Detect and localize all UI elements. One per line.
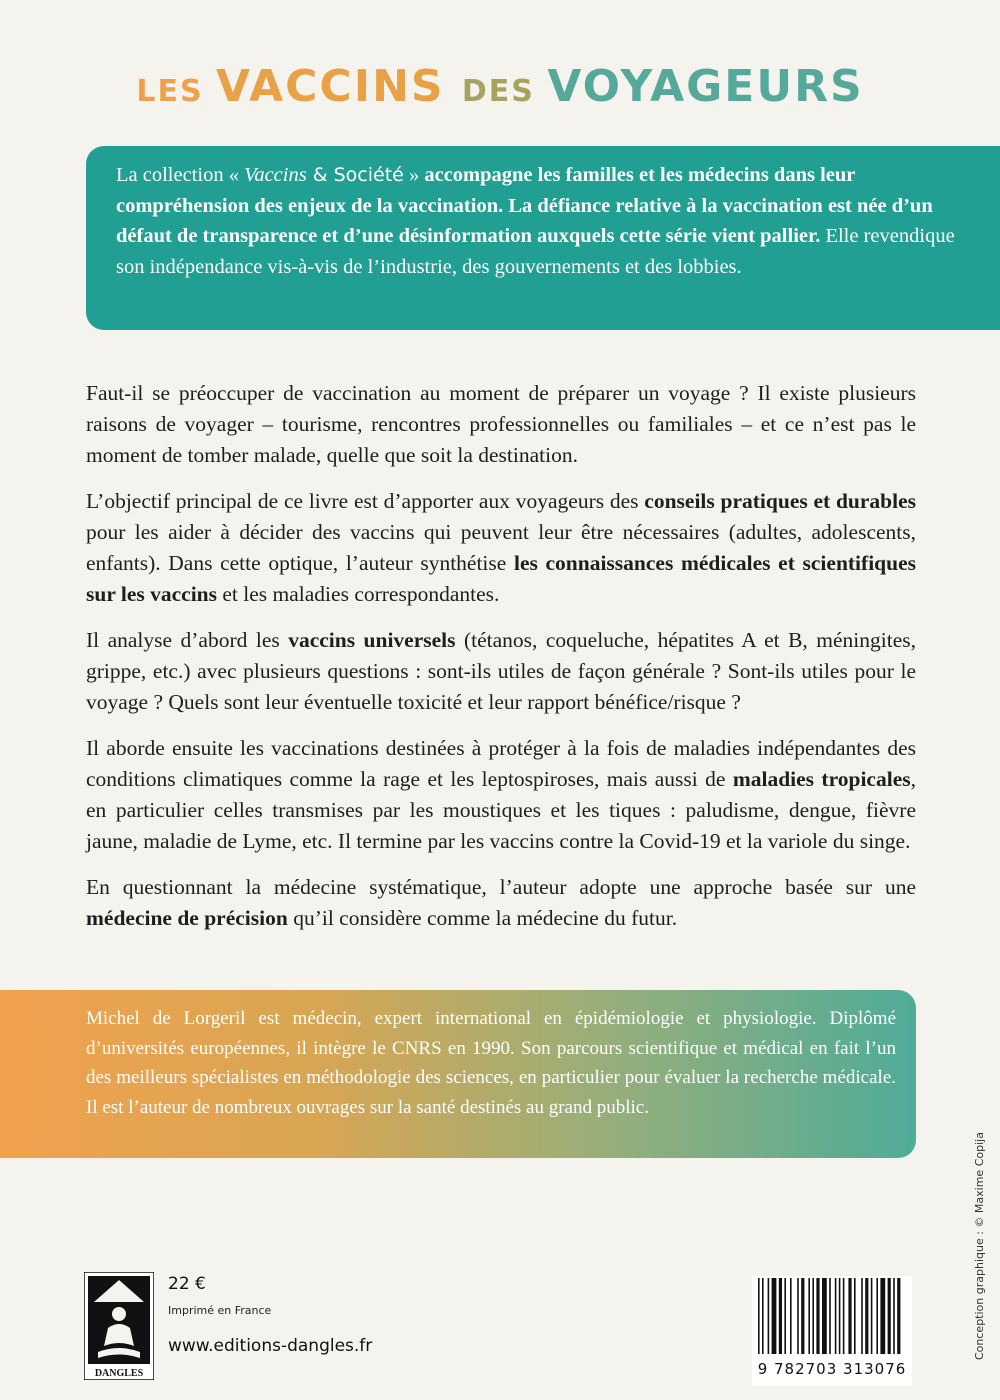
- back-cover-description: [86, 378, 916, 949]
- p2-bold-d: les connaissances médicales et scientifiques sur les vaccins: [86, 551, 916, 606]
- paragraph-3: [86, 625, 916, 718]
- collection-quote-close: »: [403, 164, 425, 186]
- p5-bold-b: médecine de précision: [86, 906, 288, 930]
- publisher-logo-text: DANGLES: [94, 1368, 144, 1379]
- p3-text-c: (tétanos, coqueluche, hépatites A et B, méningites, grippe, etc.) avec plusieurs questions : sont-ils utiles de façon générale ? Sont-ils utiles pour le voyage ? Quels sont leur éventuelle toxicité et leur rapport bénéfice/risque ?: [86, 628, 916, 714]
- collection-bold-text: accompagne les familles et les médecins dans leur compréhension des enjeux de la vaccination. La défiance relative à la vaccination est née d’un défaut de transparence et d’une désinformation auxquels cette série vient pallier.: [116, 164, 933, 247]
- p3-text-a: Il analyse d’abord les: [86, 628, 289, 652]
- isbn-barcode: [752, 1276, 912, 1386]
- collection-ampersand: &: [306, 164, 334, 186]
- collection-description-box: [86, 146, 1000, 330]
- barcode-bars-icon: [756, 1276, 908, 1356]
- paragraph-2: [86, 486, 916, 610]
- collection-text-start: La collection «: [116, 164, 245, 186]
- p3-bold-b: vaccins universels: [288, 628, 456, 652]
- paragraph-1: Faut-il se préoccuper de vaccination au moment de préparer un voyage ? Il existe plusieurs raisons de voyager – tourisme, rencontres professionnelles ou familiales – et ce n’est pas le moment de tomber malade, quelle que soit la destination.: [86, 381, 916, 467]
- p2-text-e: et les maladies correspondantes.: [217, 582, 500, 606]
- p5-text-c: qu’il considère comme la médecine du futur.: [287, 906, 678, 930]
- design-credit: Conception graphique : © Maxime Copija: [973, 1132, 986, 1360]
- publisher-logo-icon: [84, 1272, 154, 1380]
- p4-bold-b: maladies tropicales: [732, 767, 911, 791]
- collection-name-vaccins: Vaccins: [244, 164, 307, 186]
- title-word-vaccins: VACCINS: [216, 61, 462, 112]
- isbn-number: 9 782703 313076: [757, 1360, 907, 1378]
- p4-text-a: Il aborde ensuite les vaccinations destinées à protéger à la fois de maladies indépendantes des conditions climatiques comme la rage et les leptospiroses, mais aussi de: [86, 736, 916, 791]
- printed-in: Imprimé en France: [168, 1304, 272, 1317]
- p2-text-c: pour les aider à décider des vaccins qui peuvent leur être nécessaires (adultes, adolescents, enfants). Dans cette optique, l’auteur synthétise: [86, 520, 916, 575]
- title-word-les: LES: [136, 74, 216, 109]
- p5-text-a: En questionnant la médecine systématique, l’auteur adopte une approche basée sur une: [86, 875, 916, 899]
- collection-rest-text: Elle revendique son indépendance vis-à-vis de l’industrie, des gouvernements et des lobbies.: [116, 225, 955, 278]
- p2-bold-b: conseils pratiques et durables: [644, 489, 916, 513]
- collection-name-societe: Société: [333, 164, 404, 186]
- paragraph-5: [86, 872, 916, 934]
- paragraph-4: [86, 733, 916, 857]
- price: 22 €: [168, 1274, 206, 1294]
- p4-text-c: , en particulier celles transmises par les moustiques et les tiques : paludisme, dengue, fièvre jaune, maladie de Lyme, etc. Il termine par les vaccins contre la Covid-19 et la variole du singe.: [86, 767, 916, 853]
- publisher-logo: [84, 1272, 154, 1380]
- author-bio-box: [0, 990, 916, 1158]
- title-word-des: DES: [461, 74, 548, 109]
- book-title: [0, 62, 1000, 117]
- publisher-website: www.editions-dangles.fr: [168, 1336, 373, 1356]
- title-word-voyageurs: VOYAGEURS: [547, 61, 864, 112]
- p2-text-a: L’objectif principal de ce livre est d’apporter aux voyageurs des: [86, 489, 645, 513]
- author-bio-text: Michel de Lorgeril est médecin, expert international en épidémiologie et physiologie. Diplômé d’universités européennes, il intègre le CNRS en 1990. Son parcours scientifique et médical en fait l’un des meilleurs spécialistes en méthodologie des sciences, en particulier pour évaluer la recherche médicale. Il est l’auteur de nombreux ouvrages sur la santé destinés au grand public.: [86, 1008, 896, 1118]
